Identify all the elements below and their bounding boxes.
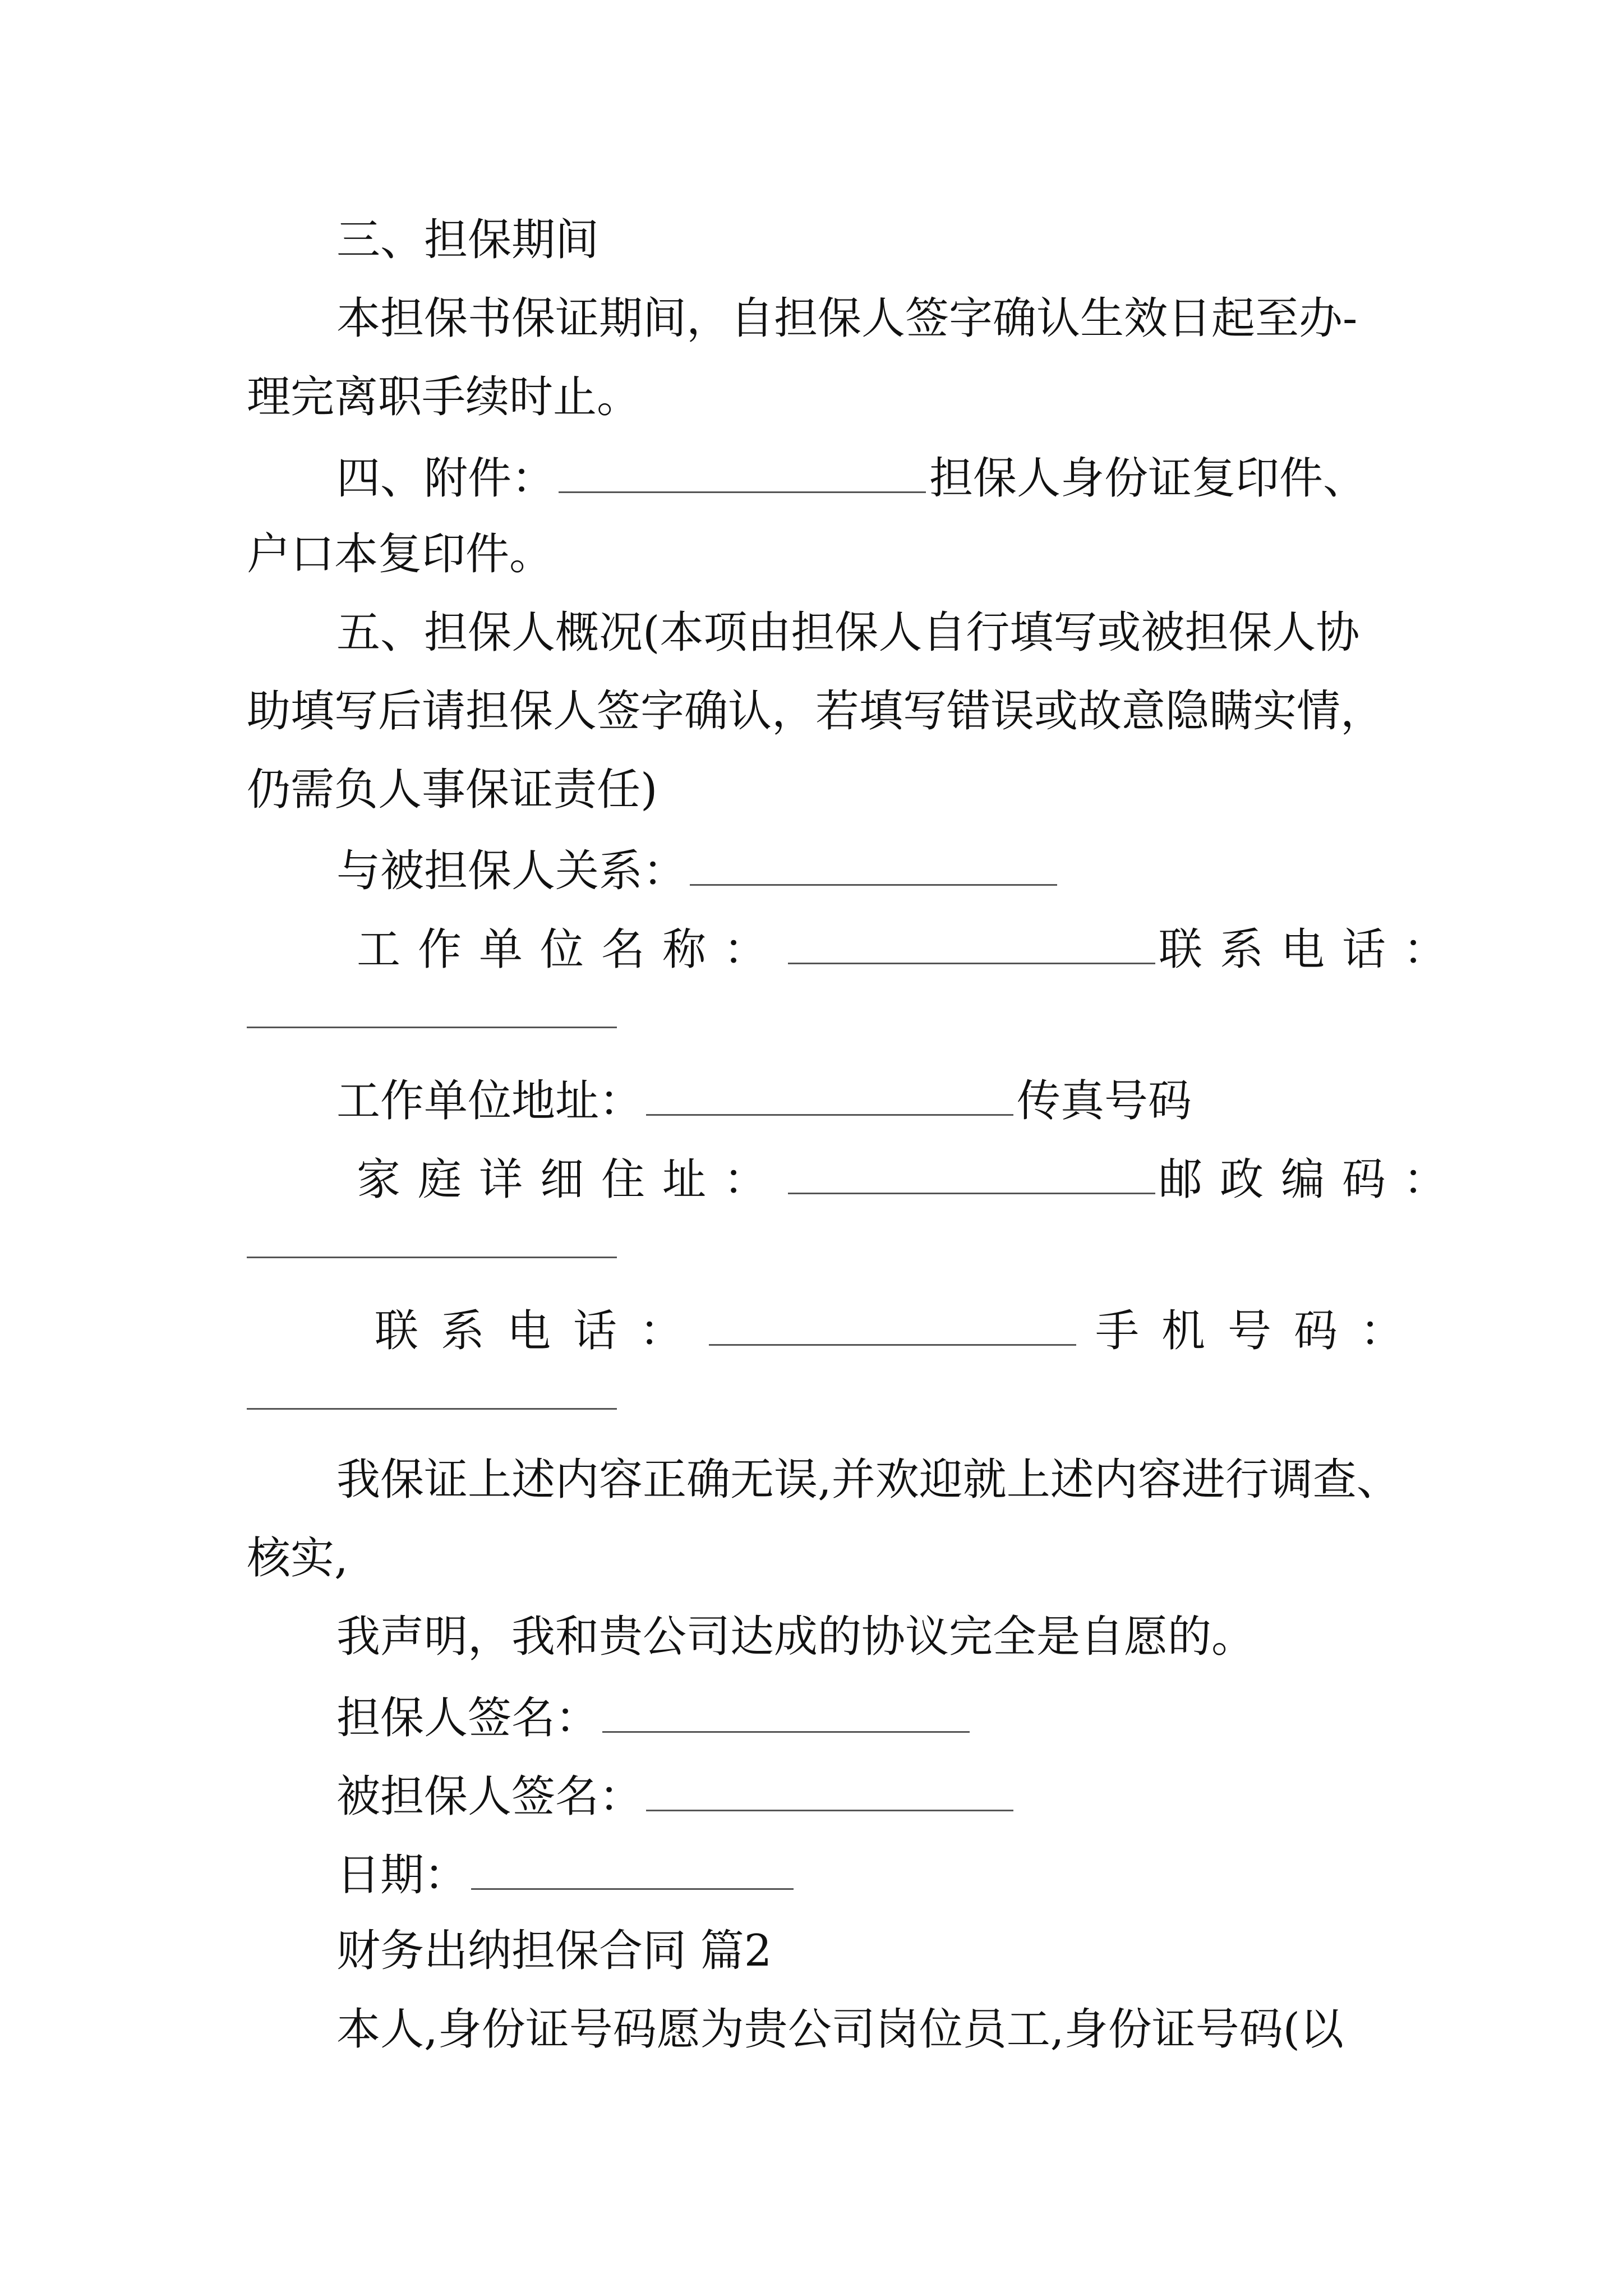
section3-body-line2: 理完离职手续时止。 [247,372,641,422]
employer-address-field[interactable] [646,1070,1013,1116]
guarantor-signature-row [336,1687,973,1743]
employer-address-row [336,1070,1192,1126]
attachments-label: 四、附件： [336,453,556,504]
section3-body-line1: 本担保书保证期间，自担保人签字确认生效日起至办- [336,293,1358,344]
section4-cont: 户口本复印件。 [247,529,554,579]
date-field[interactable] [471,1844,794,1890]
attachments-list: 担保人身份证复印件、 [929,453,1367,504]
date-label: 日期： [336,1850,468,1901]
section3-heading: 三、担保期间 [336,215,600,265]
postcode-label: 邮政编码： [1159,1154,1465,1205]
relation-label: 与被担保人关系： [336,846,687,896]
guarantor-signature-field[interactable] [602,1687,970,1733]
guaranteed-signature-row [336,1766,1017,1822]
declaration-line2: 核实, [247,1533,348,1584]
home-address-field[interactable] [788,1149,1155,1194]
employer-name-label: 工作单位名称： [357,924,785,975]
employer-name-row [357,919,1464,975]
guaranteed-signature-field[interactable] [646,1766,1013,1811]
section5-line1: 五、担保人概况(本项由担保人自行填写或被担保人协 [336,608,1360,658]
phone-field-2[interactable] [709,1300,1076,1346]
home-address-row [357,1149,1464,1205]
home-address-label: 家庭详细住址： [357,1154,785,1205]
declaration-line1: 我保证上述内容正确无误,并欢迎就上述内容进行调查、 [336,1455,1400,1505]
contact-row [375,1300,1426,1356]
mobile-field[interactable] [247,1408,617,1410]
date-row [336,1844,797,1901]
postcode-field[interactable] [247,1257,617,1258]
fax-label: 传真号码 [1017,1076,1192,1126]
employer-address-label: 工作单位地址： [336,1076,643,1126]
section5-line2: 助填写后请担保人签字确认，若填写错误或故意隐瞒实情， [247,686,1385,737]
guaranteed-signature-label: 被担保人签名： [336,1772,643,1822]
declaration-line3: 我声明，我和贵公司达成的协议完全是自愿的。 [336,1612,1256,1662]
guarantor-signature-label: 担保人签名： [336,1693,600,1743]
attachments-field[interactable] [559,448,926,493]
relation-field[interactable] [690,840,1057,886]
section5-line3: 仍需负人事保证责任) [247,765,658,815]
part2-first-line: 本人,身份证号码愿为贵公司岗位员工,身份证号码(以 [336,2004,1344,2055]
employer-name-field[interactable] [788,919,1155,964]
section4-attachments [336,448,1367,504]
mobile-label: 手机号码： [1095,1306,1427,1356]
phone-field-1[interactable] [247,1027,617,1028]
phone-label-2: 联系电话： [375,1306,706,1356]
part2-title: 财务出纳担保合同 篇2 [336,1926,772,1976]
phone-label-1: 联系电话： [1159,924,1465,975]
relation-row [336,840,1061,896]
